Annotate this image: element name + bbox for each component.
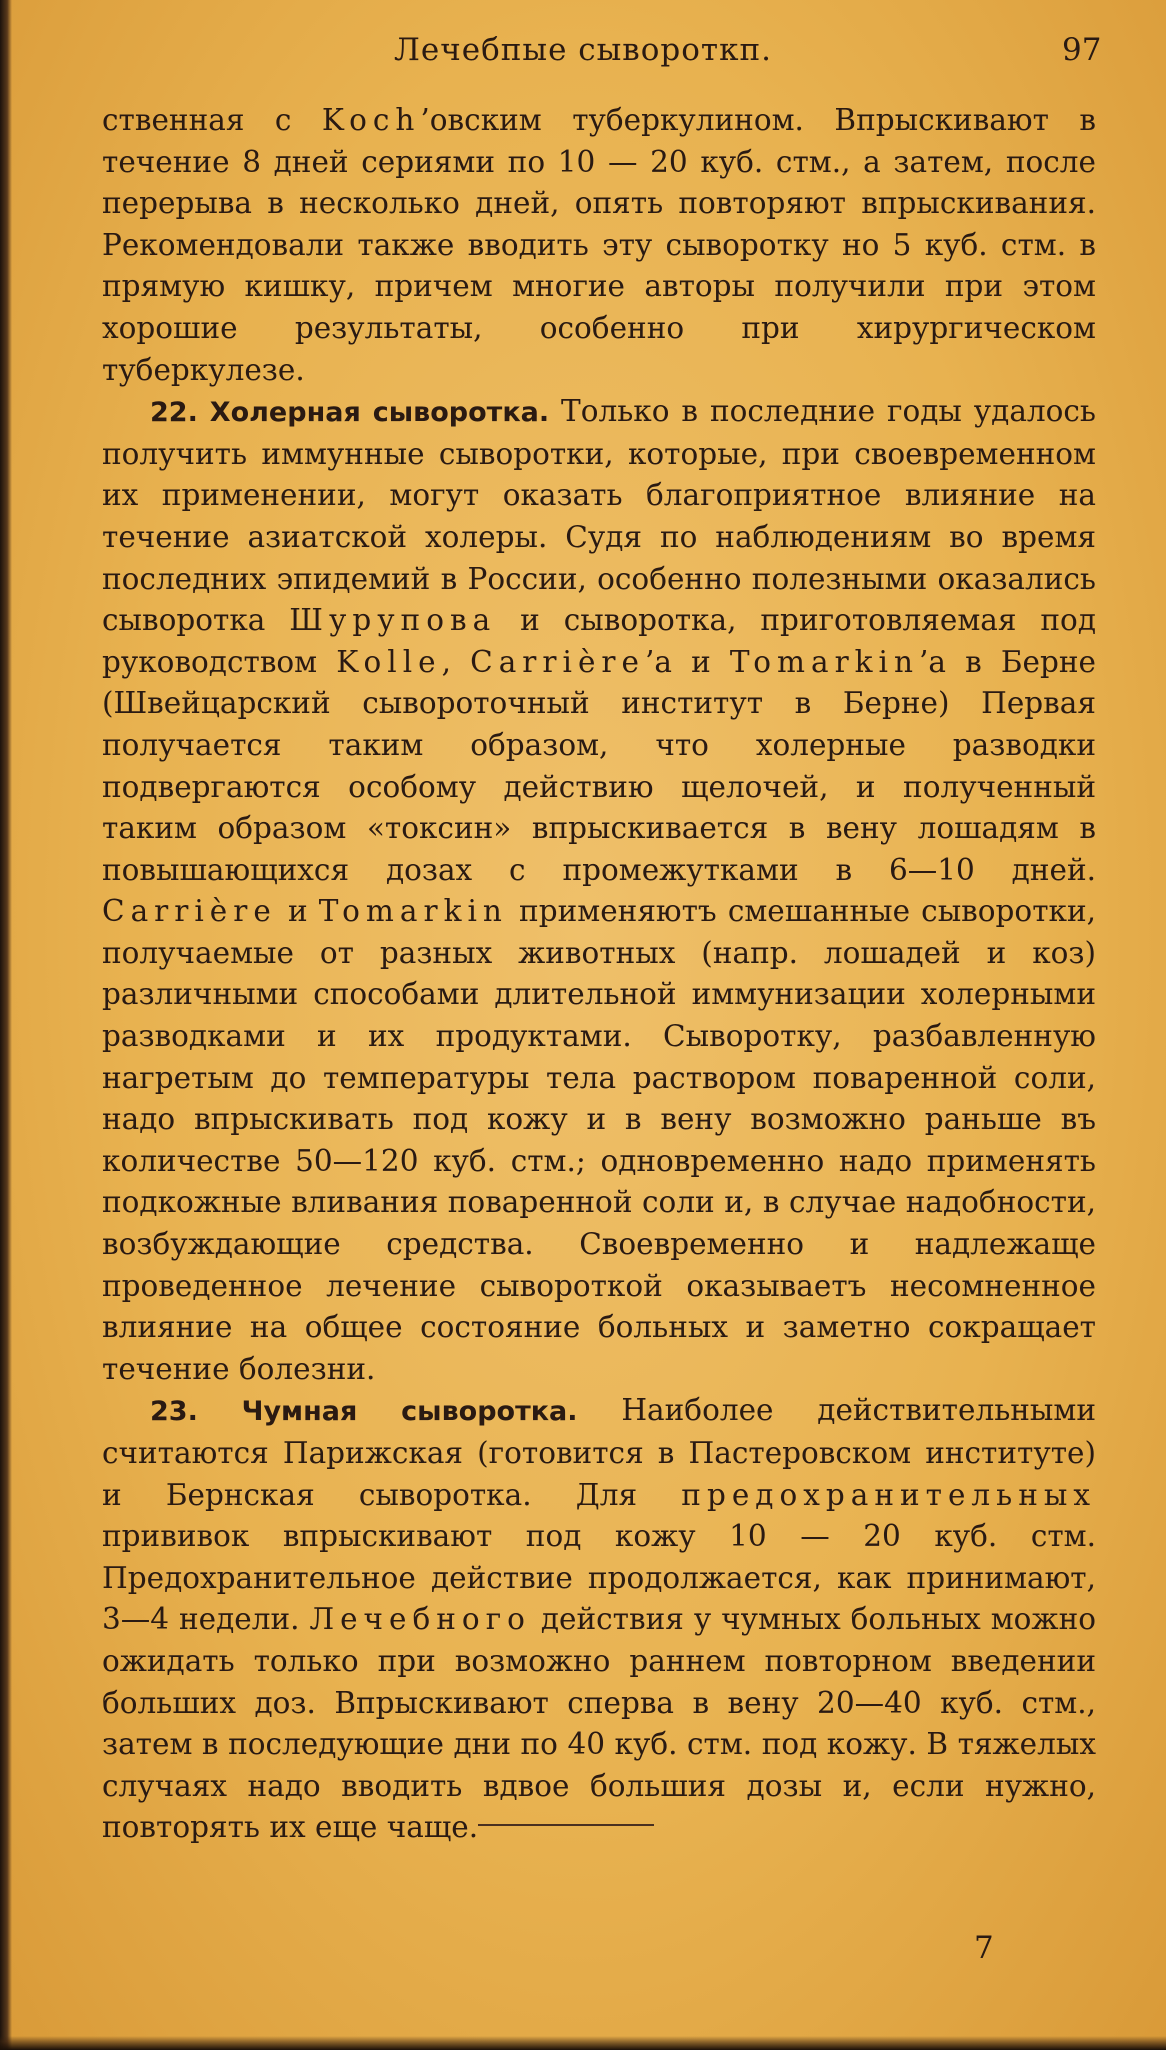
page-left-edge (0, 0, 12, 2050)
paragraph-plague-serum (102, 1390, 1096, 1849)
spaced-name-carriere: Carrière (470, 644, 645, 679)
page-number: 97 (1062, 32, 1102, 68)
page-bottom-edge (0, 2036, 1166, 2050)
spaced-name-carriere: Carrière (102, 894, 277, 929)
body-text (102, 100, 1096, 1849)
signature-mark: 7 (974, 1930, 994, 1966)
text-span: применяютъ смешанные сыворотки, получаемые от разных животных (напр. лошадей и коз) различными способами длительной иммунизации холерными разводками и их продуктами. Сыворотку, разбавленную нагретым до температуры тела раствором поваренной соли, надо впрыскивать под кожу и в вену возможно раньше въ количестве 50—120 куб. стм.; одновременно надо применять подкожные вливания поваренной соли и, в случае надобности, возбуждающие средства. Своевременно и надлежаще проведенное лечение сывороткой оказываетъ несомненное влияние на общее состояние больных и заметно сокращает течение болезни. (102, 894, 1096, 1386)
text-span: ’а в Берне (Швейцарский сывороточный институт в Берне) Первая получается таким образом, что холерные разводки подвергаются особому действию щелочей, и полученный таким образом «токсин» впрыскивается в вену лошадям в повышающихся дозах с промежутками в 6—10 дней. (102, 644, 1096, 887)
text-span: Только в последние годы удалось получить иммунные сыворотки, которые, при своевременном их применении, могут оказать благоприятное влияние на течение азиатской холеры. Судя по наблюдениям во время последних эпидемий в России, особенно полезными оказались сыворотка (102, 394, 1096, 638)
section-heading-22: 22. Холерная сыворотка. (150, 397, 550, 429)
paragraph-cholera-serum (102, 391, 1096, 1390)
text-span: и сыворотка, приготовляемая под руководством (102, 603, 1096, 679)
text-span: действия у чумных больных можно ожидать только при возможно раннем повторном введении больших доз. Впрыскивают сперва в вену 20—40 куб. стм., затем в последующие дни по 40 куб. стм. под кожу. В тяжелых случаях надо вводить вдвое большия дозы и, если нужно, повторять их еще чаще. (102, 1602, 1096, 1845)
text-span: и (276, 894, 319, 929)
spaced-name-tomarkin: Tomarkin (318, 894, 508, 929)
text-span: Наиболее действительными считаются Парижская (готовится в Пастеровском институте) и Бернская сыворотка. Для (102, 1393, 1096, 1512)
spaced-name-kolle: Kolle (336, 644, 442, 679)
spaced-name-tomarkin: Tomarkin (729, 644, 919, 679)
text-span: ственная с (102, 103, 322, 137)
section-divider (478, 1824, 654, 1826)
spaced-word-curative: Лечебного (309, 1602, 531, 1637)
spaced-name-koch: Koch (321, 103, 421, 137)
spaced-word-preventive: предохранительных (681, 1477, 1096, 1512)
running-title: Лечебпые сывороткп. (394, 32, 772, 68)
text-span: ’овским туберкулином. Впрыскивают в течение 8 дней сериями по 10 — 20 куб. стм., а затем, после перерыва в несколько дней, опять повторяют впрыскивания. Рекомендовали также вводить эту сыворотку но 5 куб. стм. в прямую кишку, причем многие авторы получили при этом хорошие результаты, особенно при хирургическом туберкулезе. (102, 103, 1096, 387)
paragraph-tuberculin (102, 100, 1096, 391)
section-heading-23: 23. Чумная сыворотка. (150, 1396, 578, 1428)
text-span: ’а и (644, 644, 730, 679)
text-span: прививок впрыскивают под кожу 10 — 20 куб. стм. Предохранительное действие продолжается, как принимают, 3—4 недели. (102, 1519, 1096, 1637)
spaced-name-shurupov: Шурупова (289, 603, 497, 638)
text-span: , (441, 644, 471, 679)
